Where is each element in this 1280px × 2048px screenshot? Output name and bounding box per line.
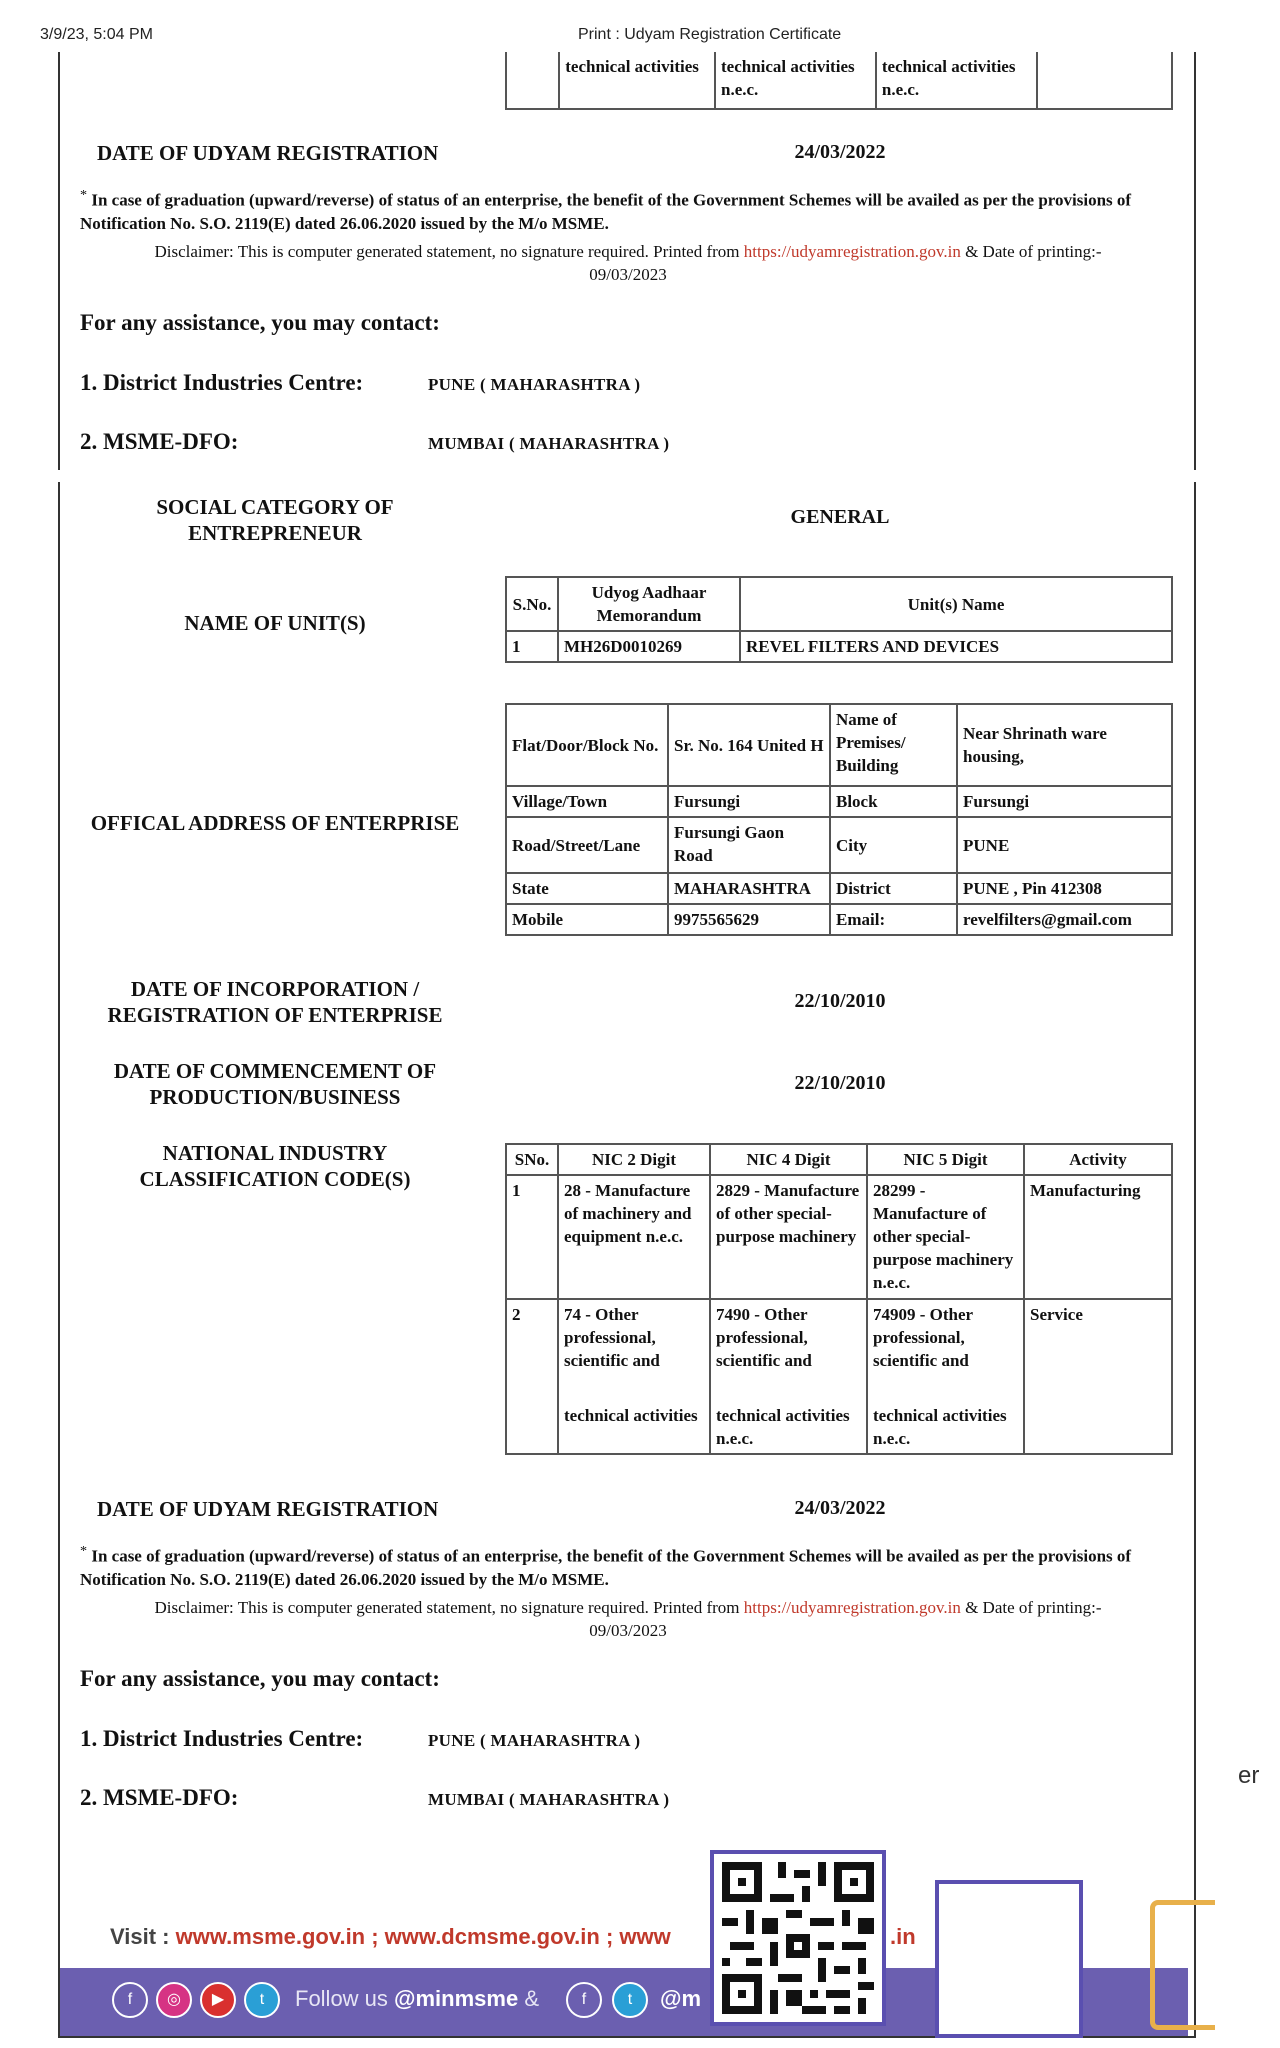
email-value: revelfilters@gmail.com [957, 904, 1172, 935]
nic-cell: technical activities n.e.c. [867, 1401, 1024, 1454]
units-cell: 1 [506, 631, 558, 662]
social-category-label: SOCIAL CATEGORY OF ENTREPRENEUR [156, 495, 394, 545]
page-border-right [1194, 482, 1196, 2038]
disclaimer-print-label: & Date of printing:- [965, 1598, 1102, 1617]
nic-cell: 74909 - Other professional, scientific and [867, 1299, 1024, 1401]
qr-code [710, 1850, 886, 2026]
youtube-icon[interactable]: ▶ [200, 1982, 236, 2018]
units-cell: REVEL FILTERS AND DEVICES [740, 631, 1172, 662]
address-cell: State [506, 873, 668, 904]
side-text: er [1238, 1762, 1260, 1789]
nic-table [505, 1143, 1173, 1455]
dic-label: 1. District Industries Centre: [80, 1726, 364, 1751]
address-cell: Sr. No. 164 United H [668, 704, 830, 786]
nic-cell: 74 - Other professional, scientific and [558, 1299, 710, 1401]
nic-cell: Service [1024, 1299, 1172, 1401]
disclaimer [80, 1596, 1176, 1642]
address-cell: Fursungi [957, 786, 1172, 817]
nic-cell: Manufacturing [1024, 1175, 1172, 1299]
address-cell: PUNE [957, 817, 1172, 873]
follow-label: Follow us [295, 1986, 388, 2011]
nic-header: NIC 4 Digit [710, 1144, 867, 1175]
facebook-icon[interactable]: f [112, 1982, 148, 2018]
incorporation-date: 22/10/2010 [794, 990, 886, 1012]
address-label: OFFICAL ADDRESS OF ENTERPRISE [90, 811, 460, 835]
commencement-date: 22/10/2010 [794, 1072, 886, 1094]
nic-cell: 2 [506, 1299, 558, 1401]
nic-cell: 1 [506, 1175, 558, 1299]
udyam-portal-link[interactable]: https://udyamregistration.gov.in [743, 1598, 961, 1617]
dic-value: PUNE ( MAHARASHTRA ) [428, 375, 641, 394]
contact-heading: For any assistance, you may contact: [80, 310, 440, 335]
address-cell: Mobile [506, 904, 668, 935]
nic-cell: 7490 - Other professional, scientific and [710, 1299, 867, 1401]
dfo-value: MUMBAI ( MAHARASHTRA ) [428, 1790, 670, 1809]
udyam-date-label: DATE OF UDYAM REGISTRATION [97, 1497, 439, 1521]
nic-cell: technical activities n.e.c. [876, 52, 1037, 109]
dfo-label: 2. MSME-DFO: [80, 1785, 239, 1810]
units-cell: MH26D0010269 [558, 631, 740, 662]
dic-label: 1. District Industries Centre: [80, 370, 364, 395]
address-table [505, 703, 1173, 936]
nic-table-fragment-top [505, 52, 1173, 110]
nic-cell [506, 1401, 558, 1454]
address-cell: Road/Street/Lane [506, 817, 668, 873]
units-table [505, 576, 1173, 663]
disclaimer-print-label: & Date of printing:- [965, 242, 1102, 261]
contact-heading: For any assistance, you may contact: [80, 1666, 440, 1691]
page-border-right [1194, 52, 1196, 470]
instagram-icon[interactable]: ◎ [156, 1982, 192, 2018]
follow-us-text [295, 1986, 539, 2012]
nic-cell: technical activities [558, 1401, 710, 1454]
nic-label: NATIONAL INDUSTRY CLASSIFICATION CODE(S) [139, 1141, 411, 1191]
nic-cell: 2829 - Manufacture of other special-purpose machinery [710, 1175, 867, 1299]
address-cell: Name of Premises/ Building [830, 704, 957, 786]
visit-label: Visit : [110, 1924, 170, 1949]
print-title: Print : Udyam Registration Certificate [578, 26, 842, 43]
visit-link-tail[interactable]: .in [890, 1924, 916, 1949]
note-asterisk: * [80, 1543, 88, 1559]
disclaimer-print-date: 09/03/2023 [589, 1621, 667, 1640]
address-cell: Flat/Door/Block No. [506, 704, 668, 786]
nic-cell [1024, 1401, 1172, 1454]
visit-line [110, 1924, 671, 1950]
dfo-label: 2. MSME-DFO: [80, 429, 239, 454]
nic-header: NIC 2 Digit [558, 1144, 710, 1175]
follow-amp: & [524, 1986, 540, 2011]
twitter-icon[interactable]: t [244, 1982, 280, 2018]
nic-cell: technical activities [559, 52, 715, 109]
address-cell: Fursungi [668, 786, 830, 817]
udyam-date-label: DATE OF UDYAM REGISTRATION [97, 141, 439, 165]
address-cell: Fursungi Gaon Road [668, 817, 830, 873]
print-datetime: 3/9/23, 5:04 PM [40, 26, 153, 43]
facebook-icon[interactable]: f [566, 1982, 602, 2018]
qr-code-icon [714, 1854, 882, 2022]
address-cell: District [830, 873, 957, 904]
units-header: Unit(s) Name [740, 577, 1172, 631]
units-header: Udyog Aadhaar Memorandum [558, 577, 740, 631]
disclaimer-print-date: 09/03/2023 [589, 265, 667, 284]
nic-cell: 28 - Manufacture of machinery and equipment n.e.c. [558, 1175, 710, 1299]
udyam-portal-link[interactable]: https://udyamregistration.gov.in [743, 242, 961, 261]
udyam-date-value: 24/03/2022 [794, 1497, 886, 1519]
dfo-value: MUMBAI ( MAHARASHTRA ) [428, 434, 670, 453]
address-cell: Village/Town [506, 786, 668, 817]
photo-placeholder [935, 1880, 1083, 2038]
social-category-value: GENERAL [790, 506, 890, 528]
disclaimer-text: Disclaimer: This is computer generated statement, no signature required. Printed from [154, 1598, 740, 1617]
graduation-note [80, 1540, 1176, 1591]
address-cell: Email: [830, 904, 957, 935]
graduation-note [80, 184, 1176, 235]
visit-links[interactable]: www.msme.gov.in ; www.dcmsme.gov.in ; www [175, 1924, 671, 1949]
disclaimer [80, 240, 1176, 286]
address-cell: Near Shrinath ware housing, [957, 704, 1172, 786]
units-label: NAME OF UNIT(S) [184, 611, 366, 635]
nic-cell: technical activities n.e.c. [710, 1401, 867, 1454]
address-cell: MAHARASHTRA [668, 873, 830, 904]
page-border-left [58, 482, 60, 2038]
note-asterisk: * [80, 187, 88, 203]
address-cell: City [830, 817, 957, 873]
address-cell: PUNE , Pin 412308 [957, 873, 1172, 904]
twitter-icon[interactable]: t [612, 1982, 648, 2018]
commencement-label: DATE OF COMMENCEMENT OF PRODUCTION/BUSINESS [113, 1059, 437, 1109]
dic-value: PUNE ( MAHARASHTRA ) [428, 1731, 641, 1750]
hexagon-decoration [1150, 1900, 1215, 2030]
page-border-left [58, 52, 60, 470]
note-text: In case of graduation (upward/reverse) of status of an enterprise, the benefit of the Government Schemes will be availed as per the provisions of Notification No. S.O. 2119(E) dated 26.06.2020 issued by the M/o MSME. [80, 1546, 1132, 1589]
udyam-date-value: 24/03/2022 [794, 141, 886, 163]
disclaimer-text: Disclaimer: This is computer generated statement, no signature required. Printed from [154, 242, 740, 261]
follow-handle-tail: @m [660, 1986, 702, 2011]
units-header: S.No. [506, 577, 558, 631]
nic-cell: 28299 - Manufacture of other special-purpose machinery n.e.c. [867, 1175, 1024, 1299]
note-text: In case of graduation (upward/reverse) of status of an enterprise, the benefit of the Government Schemes will be availed as per the provisions of Notification No. S.O. 2119(E) dated 26.06.2020 issued by the M/o MSME. [80, 190, 1132, 233]
nic-header: SNo. [506, 1144, 558, 1175]
address-cell: Block [830, 786, 957, 817]
address-cell: 9975565629 [668, 904, 830, 935]
incorporation-label: DATE OF INCORPORATION / REGISTRATION OF ENTERPRISE [107, 977, 443, 1027]
nic-header: Activity [1024, 1144, 1172, 1175]
nic-header: NIC 5 Digit [867, 1144, 1024, 1175]
nic-cell: technical activities n.e.c. [715, 52, 876, 109]
follow-handle[interactable]: @minmsme [394, 1986, 519, 2011]
